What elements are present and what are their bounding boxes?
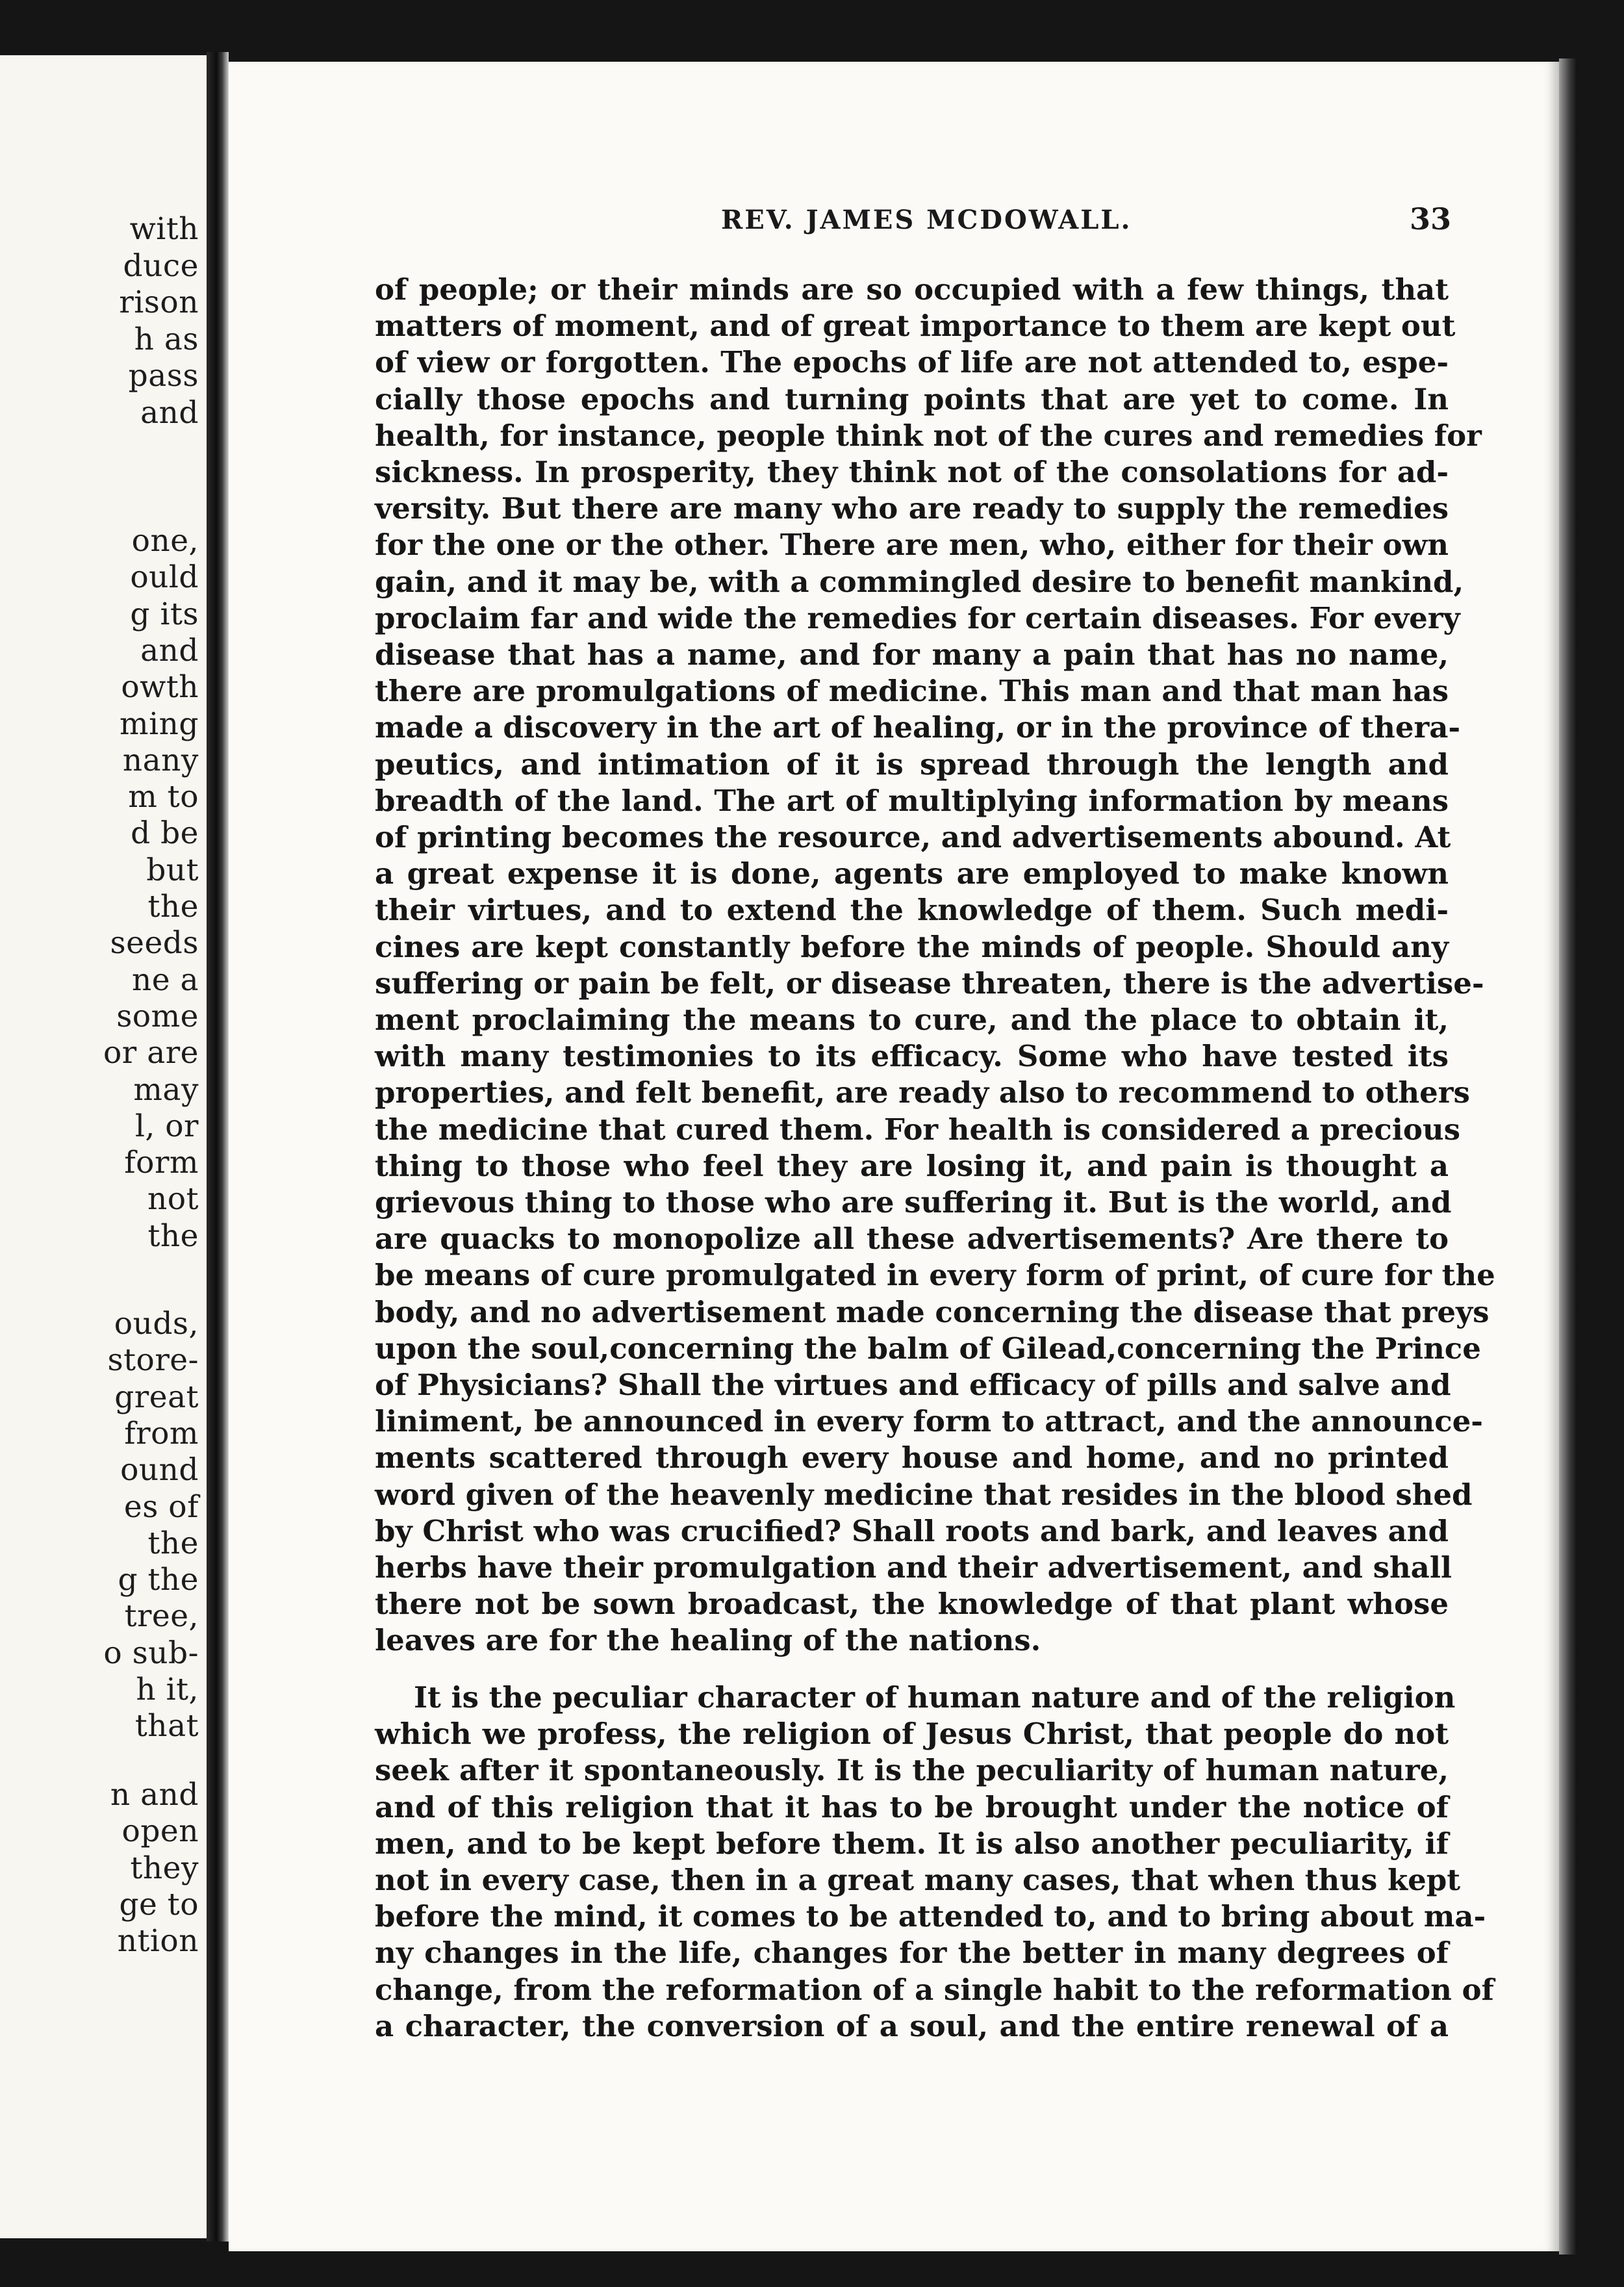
facing-page-fragment: ge to xyxy=(119,1886,199,1923)
text-line: cines are kept constantly before the minds of people. Should any xyxy=(375,929,1449,964)
facing-page-fragment: h as xyxy=(134,321,199,357)
facing-page-fragment: that xyxy=(134,1708,199,1744)
text-line: gain, and it may be, with a commingled desire to benefit mankind, xyxy=(375,564,1464,599)
text-line: by Christ who was crucified? Shall roots and bark, and leaves and xyxy=(375,1513,1449,1548)
text-line: which we profess, the religion of Jesus Christ, that people do not xyxy=(375,1717,1449,1752)
facing-page-fragment: ound xyxy=(120,1452,199,1488)
text-line: of Physicians? Shall the virtues and efficacy of pills and salve and xyxy=(375,1368,1451,1402)
text-line: leaves are for the healing of the nations. xyxy=(375,1623,1041,1658)
text-line: and of this religion that it has to be brought under the notice of xyxy=(375,1789,1449,1824)
facing-page-fragment: may xyxy=(133,1071,199,1108)
text-line: seek after it spontaneously. It is the peculiarity of human nature, xyxy=(375,1753,1449,1788)
facing-page-fragment: not xyxy=(147,1181,199,1218)
text-line: grievous thing to those who are suffering it. But is the world, and xyxy=(375,1185,1452,1220)
text-line: be means of cure promulgated in every form of print, of cure for the xyxy=(375,1258,1495,1293)
text-line: upon the soul,concerning the balm of Gilead,concerning the Prince xyxy=(375,1331,1481,1366)
text-line: made a discovery in the art of healing, or in the province of thera- xyxy=(375,710,1461,745)
facing-page-fragment: l, or xyxy=(134,1108,199,1144)
book-gutter xyxy=(207,52,229,2242)
facing-page-fragment: ming xyxy=(120,706,199,742)
facing-page-fragment: owth xyxy=(121,669,199,706)
text-line: herbs have their promulgation and their advertisement, and shall xyxy=(375,1550,1453,1585)
facing-page-fragment: but xyxy=(146,852,199,888)
facing-page-fragment: and xyxy=(140,394,199,431)
facing-page-fragment: d be xyxy=(131,815,199,852)
text-line: health, for instance, people think not of the cures and remedies for xyxy=(375,418,1482,453)
facing-page-fragment: from xyxy=(124,1415,199,1451)
facing-page-fragment: m to xyxy=(128,779,199,815)
text-line: breadth of the land. The art of multiplying information by means xyxy=(375,783,1449,818)
facing-page-fragment: or are xyxy=(103,1035,199,1071)
facing-page-fragment: one, xyxy=(131,523,199,559)
text-line: body, and no advertisement made concerning the disease that preys xyxy=(375,1294,1490,1329)
facing-page xyxy=(0,55,207,2238)
text-line: ment proclaiming the means to cure, and the place to obtain it, xyxy=(375,1003,1449,1037)
text-line: change, from the reformation of a single habit to the reformation of xyxy=(375,1972,1494,2007)
text-line: proclaim far and wide the remedies for certain diseases. For every xyxy=(375,600,1460,635)
facing-page-fragment: the xyxy=(147,889,199,925)
facing-page-fragment: ne a xyxy=(131,962,199,998)
facing-page-fragment: the xyxy=(147,1525,199,1561)
text-line: of view or forgotten. The epochs of life are not attended to, espe- xyxy=(375,345,1449,380)
facing-page-fragment: and xyxy=(140,632,199,669)
text-line: are quacks to monopolize all these advertisements? Are there to xyxy=(375,1221,1449,1257)
text-line: before the mind, it comes to be attended to, and to bring about ma- xyxy=(375,1899,1486,1934)
text-line: of people; or their minds are so occupied with a few things, that xyxy=(375,272,1449,307)
text-line: sickness. In prosperity, they think not of the consolations for ad- xyxy=(375,455,1449,489)
text-line: not in every case, then in a great many cases, that when thus kept xyxy=(375,1863,1461,1897)
facing-page-fragment: seeds xyxy=(110,925,199,962)
text-line: of printing becomes the resource, and advertisements abound. At xyxy=(375,820,1451,854)
facing-page-fragment: pass xyxy=(128,358,199,394)
facing-page-fragment: ould xyxy=(130,559,199,596)
text-line: versity. But there are many who are ready to supply the remedies xyxy=(375,491,1449,526)
text-line: properties, and felt benefit, are ready also to recommend to others xyxy=(375,1075,1470,1110)
text-line: matters of moment, and of great importance to them are kept out xyxy=(375,309,1456,344)
facing-page-fragment: n and xyxy=(110,1777,199,1813)
text-line: ny changes in the life, changes for the better in many degrees of xyxy=(375,1936,1449,1971)
text-line: disease that has a name, and for many a pain that has no name, xyxy=(375,637,1449,672)
facing-page-fragment: duce xyxy=(123,248,199,284)
text-line: thing to those who feel they are losing it, and pain is thought a xyxy=(375,1148,1449,1183)
facing-page-fragment: g the xyxy=(118,1562,199,1598)
facing-page-fragment: es of xyxy=(123,1488,199,1525)
facing-page-fragment: they xyxy=(130,1850,199,1886)
facing-page-fragment: the xyxy=(147,1218,199,1254)
facing-page-fragment: g its xyxy=(130,596,199,632)
facing-page-fragment: ntion xyxy=(117,1923,199,1960)
facing-page-fragment: o sub- xyxy=(103,1635,199,1671)
text-line: with many testimonies to its efficacy. Some who have tested its xyxy=(375,1039,1449,1074)
facing-page-fragment: h it, xyxy=(136,1672,199,1707)
text-line: a character, the conversion of a soul, and the entire renewal of a xyxy=(375,2008,1449,2043)
text-line: liniment, be announced in every form to attract, and the announce- xyxy=(375,1404,1483,1439)
text-line: men, and to be kept before them. It is also another peculiarity, if xyxy=(375,1826,1449,1861)
text-line: suffering or pain be felt, or disease threaten, there is the advertise- xyxy=(375,965,1484,1001)
facing-page-fragment: store- xyxy=(107,1342,199,1379)
running-head: REV. JAMES MCDOWALL. xyxy=(721,205,1132,235)
facing-page-fragment: some xyxy=(116,998,199,1034)
text-line: there not be sown broadcast, the knowledge of that plant whose xyxy=(375,1587,1449,1622)
page-number: 33 xyxy=(1410,201,1452,236)
text-line: the medicine that cured them. For health is considered a precious xyxy=(375,1112,1460,1147)
text-line: their virtues, and to extend the knowledge of them. Such medi- xyxy=(375,893,1449,928)
text-line: It is the peculiar character of human nature and of the religion xyxy=(414,1680,1456,1715)
text-line: there are promulgations of medicine. This man and that man has xyxy=(375,674,1449,709)
text-line: word given of the heavenly medicine that resides in the blood shed xyxy=(375,1477,1473,1512)
facing-page-fragment: with xyxy=(129,211,199,247)
text-line: a great expense it is done, agents are employed to make known xyxy=(375,856,1449,891)
text-line: cially those epochs and turning points that are yet to come. In xyxy=(375,381,1449,416)
text-line: for the one or the other. There are men, who, either for their own xyxy=(375,528,1449,563)
facing-page-fragment: form xyxy=(124,1145,199,1181)
text-line: peutics, and intimation of it is spread through the length and xyxy=(375,747,1449,782)
facing-page-fragment: ouds, xyxy=(114,1306,199,1342)
facing-page-fragment: great xyxy=(114,1379,199,1415)
facing-page-fragment: tree, xyxy=(124,1598,199,1635)
facing-page-fragment: nany xyxy=(122,742,199,778)
page-edge xyxy=(1559,58,1577,2255)
facing-page-fragment: rison xyxy=(119,285,199,320)
facing-page-fragment: open xyxy=(121,1813,199,1850)
text-line: ments scattered through every house and home, and no printed xyxy=(375,1440,1449,1476)
